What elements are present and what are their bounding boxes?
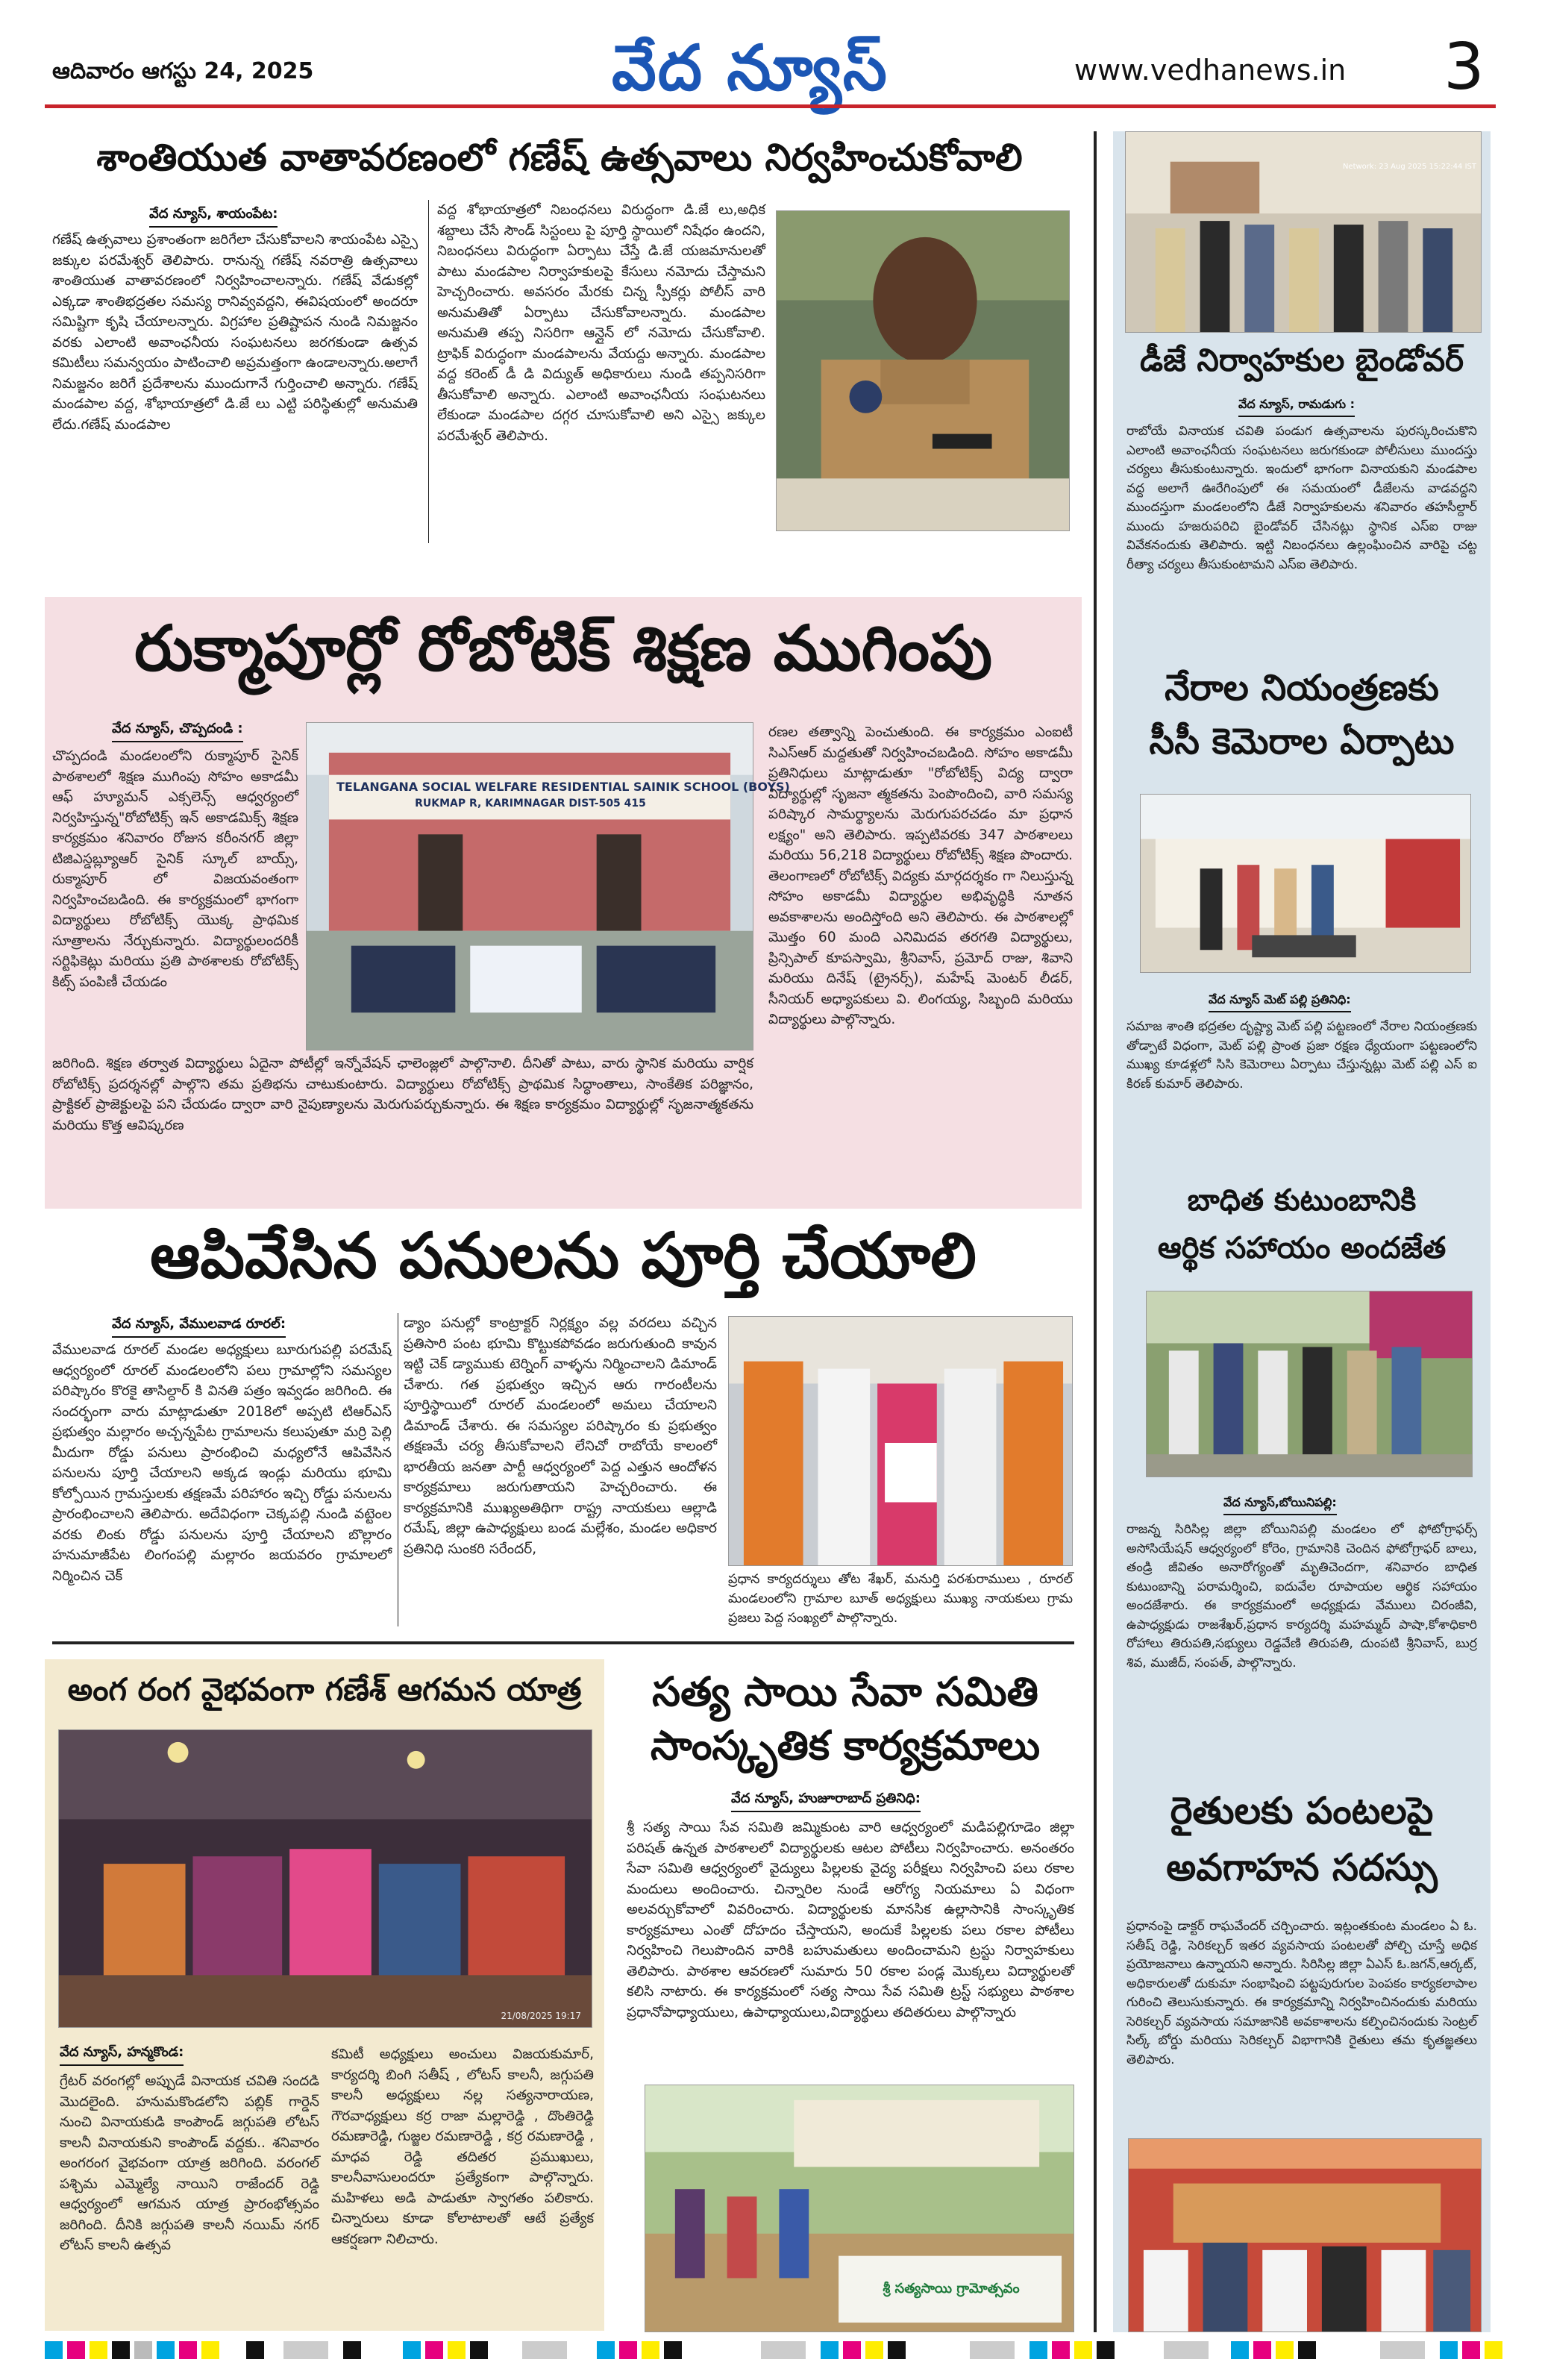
- byline: వేద న్యూస్, చొప్పదండి :: [112, 721, 243, 742]
- photo-financial-aid: [1146, 1291, 1473, 1477]
- byline: వేద న్యూస్, శాయంపేట:: [149, 206, 278, 228]
- story5-byline: [731, 1791, 921, 1812]
- story2-col3: రణల తత్వాన్ని పెంచుతుంది. ఈ కార్యక్రమం ఎంఐటీ సిఎస్ఆర్ మద్దతుతో నిర్వహించబడింది. సోహం అకాడమీ ప్రతినిధులు మాట్లాడుతూ "రోబోటిక్స్ విద్య ద్వారా విద్యార్థుల్లో సృజనా త్మకతను పెంపొందించి, వారి సమస్య పరిష్కార సామర్థ్యాలను మెరుగుపరచడం మా ప్రధాన లక్ష్యం" అని తెలిపారు. ఇప్పటివరకు 347 పాఠశాలలు మరియు 56,218 విద్యార్థులు రోబోటిక్స్ శిక్షణ పొందారు. తెలంగాణలో రోబోటిక్స్ విద్యకు మార్గదర్శకం గా నిలుస్తున్న సోహం అకాడమీ విద్యార్థుల అభివృద్ధికి నూతన అవకాశాలను అందిస్తోంది అని తెలిపారు. ఈ పాఠశాలల్లో మొత్తం 60 మంది ఎనిమిదవ తరగతి విద్యార్థులు, ప్రిన్సిపాల్ కూపస్వామి, శ్రీనివాస్, ప్రమోద్ రాజు, శివాని మరియు దినేష్ (ట్రైనర్స్), మహేష్ మెంటర్ లీడర్, సీనియర్ అధ్యాపకులు వి. లింగయ్య, సిబ్బంది మరియు విద్యార్థులు పాల్గొన్నారు.: [768, 724, 1073, 1027]
- photo-cctv-cameras: [1140, 794, 1471, 973]
- sidebar-rule: [1094, 131, 1097, 2332]
- photo-timestamp: 21/08/2025 19:17: [501, 2011, 581, 2021]
- story3-caption: ప్రధాన కార్యదర్శులు తోట శేఖర్, మనుర్తి పరశురాములు , రూరల్ మండలంలోని గ్రామాల బూత్ అధ్యక్షులు ముఖ్య నాయకులు గ్రామ ప్రజలు పెద్ద సంఖ్యలో పాల్గొన్నారు.: [728, 1572, 1073, 1626]
- masthead-logo: వేద న్యూస్: [612, 31, 888, 104]
- header-rule: [45, 104, 1496, 108]
- byline: వేద న్యూస్ మెట్ పల్లి ప్రతినిధి:: [1209, 992, 1351, 1012]
- story1-headline: శాంతియుత వాతావరణంలో గణేష్ ఉత్సవాలు నిర్వహించుకోవాలి: [96, 136, 1023, 179]
- story5-body: శ్రీ సత్య సాయి సేవ సమితి జమ్మికుంట వారి ఆధ్వర్యంలో మడిపల్లిగూడెం జిల్లా పరిషత్ ఉన్నత పాఠశాలలో విద్యార్థులకు ఆటల పోటీలు నిర్వహించారు. అనంతరం సేవా సమితి ఆధ్వర్యంలో వైద్యులు పిల్లలకు వైద్య పరీక్షలు నిర్వహించి పలు రకాల మందులు అందించారు. చిన్నారిల నుండే ఆరోగ్య నియమాలు ఏ విధంగా అలవర్చుకోవాలో వివరించారు. విద్యార్థులకు మానసిక ఉల్లాసానికి సాంస్కృతిక కార్యక్రమాలు ఎంతో దోహదం చేస్తాయని, అందుకే పిల్లలకు పలు రకాల పోటీలు నిర్వహించి గెలుపొందిన వారికి బహుమతులు అందించామని ట్రస్టు నిర్వాహకులు తెలిపారు. పాఠశాల ఆవరణలో సుమారు 50 రకాల పండ్ల మొక్కలు విద్యార్థులతో కలిసి నాటారు. ఈ కార్యక్రమంలో సత్య సాయి సేవ సమితి ట్రస్ట్ సభ్యులు పాఠశాల ప్రధానోపాధ్యాయులు, ఉపాధ్యాయులు,విద్యార్థులు తదితరులు పాల్గొన్నారు: [627, 1820, 1074, 2020]
- column-rule: [428, 200, 429, 543]
- byline: వేద న్యూస్,బోయినిపల్లి:: [1223, 1495, 1337, 1515]
- side3-body: రాజన్న సిరిసిల్ల జిల్లా బోయినిపల్లి మండలం లో ఫోటోగ్రాఫర్స్ అసోసియేషన్ ఆధ్వర్యంలో కోరెం, గ్రామానికి చెందిన ఫోటోగ్రాఫర్ బాలు, తండ్రి జీవితం అనారోగ్యంతో మృతిచెందగా, శనివారం బాధిత కుటుంబాన్ని పరామర్శించి, ఐదువేల రూపాయల ఆర్థిక సహాయం అందజేశారు. ఈ కార్యక్రమంలో అధ్యక్షుడు వేములు చిరంజీవి, ఉపాధ్యక్షుడు రాజశేఖర్,ప్రధాన కార్యదర్శి మహమ్మద్ పాషా,కోశాధికారి రోహాలు తిరుపతి,సభ్యులు రెడ్డవేణి తిరుపతి, దుంపటి శ్రీనివాస్, బుర్ర శివ, ముజీద్, సంపత్, పాల్గొన్నారు.: [1126, 1522, 1477, 1670]
- byline: వేద న్యూస్, రామడుగు :: [1238, 397, 1355, 417]
- story3-col1: వేములవాడ రూరల్ మండల అధ్యక్షులు బూరుగుపల్లి పరమేష్ ఆధ్వర్యంలో రూరల్ మండలంలోని పలు గ్రామాల్లోని సమస్యల పరిష్కారం కొరకై తాసిల్దార్ కి వినతి పత్రం ఇవ్వడం జరిగింది. ఈ సందర్భంగా వారు మాట్లాడుతూ 2018లో అప్పటి టిఆర్ఎస్ ప్రభుత్వం మల్లారం అచ్చన్నపేట గ్రామాలను కలుపుతూ మర్రి పెల్లి మీదుగా రోడ్డు పనులు ప్రారంభించి మధ్యలోనే ఆపివేసిన పనులను పూర్తి చేయాలని అక్కడ ఇండ్లు మరియు భూమి కోల్పోయిన గ్రామస్తులకు తక్షణమే పరిహారం ఇచ్చి రోడ్డు పనులను ప్రారంభించాలని తెలిపారు. అదేవిధంగా చెక్కపల్లి నుండి వట్టెంల వరకు లింకు రోడ్డు పనులను పూర్తి చేయాలని బొల్లారం హనుమాజీపేట లింగంపల్లి మల్లారం జయవరం గ్రామాలలో నిర్మించిన చెక్: [52, 1342, 392, 1584]
- side2-body: సమాజ శాంతి భద్రతల దృష్ట్యా మెట్ పల్లి పట్టణంలో నేరాల నియంత్రణకు తోడ్పాటే విధంగా, మెట్ పల్లి ప్రాంత ప్రజా రక్షణ ధ్యేయంగా పట్టణంలోని ముఖ్య కూడళ్లలో సిసి కెమెరాలు ఏర్పాటు చేస్తున్నట్లు మెట్ పల్లి ఎస్ ఐ కిరణ్ కుమార్ తెలిపారు.: [1126, 1019, 1477, 1092]
- school-sign-line1: TELANGANA SOCIAL WELFARE RESIDENTIAL SAINIK SCHOOL (BOYS): [336, 780, 790, 794]
- photo-bjp-petition: [728, 1316, 1073, 1566]
- photo-farmers-meeting: [1128, 2138, 1482, 2332]
- side2-headline-line2: సీసీ కెమెరాల ఏర్పాటు: [1149, 721, 1455, 762]
- side4-headline-line2: అవగాహన సదస్సు: [1166, 1846, 1438, 1889]
- print-colorbar: [0, 2341, 1542, 2359]
- story2-headline: రుక్మాపూర్లో రోబోటిక్ శిక్షణ ముగింపు: [134, 612, 992, 685]
- side1-byline: [1238, 397, 1355, 417]
- side3-headline-line1: బాధిత కుటుంబానికి: [1187, 1183, 1417, 1218]
- byline: వేద న్యూస్, వేములవాడ రూరల్:: [112, 1316, 286, 1338]
- story2-byline: [112, 721, 243, 742]
- photo-sainik-school: [306, 722, 790, 1050]
- story5-headline-line1: సత్య సాయి సేవా సమితి: [652, 1668, 1038, 1715]
- story2-col2-bottom: జరిగింది. శిక్షణ తర్వాత విద్యార్థులు ఏదైనా పోటీల్లో ఇన్నోవేషన్ ఛాలెంజ్లలో పాల్గొనాలి. దీనితో పాటు, వారు స్థానిక మరియు వార్షిక రోబోటిక్స్ ప్రదర్శనల్లో పాల్గొని తమ ప్రతిభను చాటుకుంటారు. విద్యార్థులు రోబోటిక్స్ ప్రాథమిక సిద్ధాంతాలు, సాంకేతిక పరిజ్ఞానం, ప్రాక్టికల్ ప్రాజెక్టులపై పని చేయడం ద్వారా వారి నైపుణ్యాలను మెరుగుపర్చుకున్నారు. ఈ శిక్షణ కార్యక్రమం విద్యార్థుల్లో సృజనాత్మకతను మరియు కొత్త ఆవిష్కరణ: [52, 1056, 753, 1133]
- gps-stamp: Network: 23 Aug 2025 15:22:44 IST: [1342, 163, 1476, 171]
- byline: వేద న్యూస్, హుజూరాబాద్ ప్రతినిధి:: [731, 1791, 921, 1812]
- banner-text: శ్రీ సత్యసాయి గ్రామోత్సవం: [883, 2281, 1020, 2296]
- photo-police-officer: [776, 210, 1070, 531]
- section-divider: [52, 1641, 1074, 1644]
- story4-headline: అంగ రంగ వైభవంగా గణేశ్ ఆగమన యాత్ర: [67, 1671, 582, 1708]
- website-url[interactable]: www.vedhanews.in: [1074, 54, 1347, 87]
- story3-headline: ఆపివేసిన పనులను పూర్తి చేయాలి: [150, 1219, 977, 1292]
- story3-byline: [112, 1316, 286, 1338]
- side4-headline-line1: రైతులకు పంటలపై: [1170, 1789, 1434, 1832]
- side1-headline: డీజే నిర్వాహకుల బైండోవర్: [1140, 342, 1464, 378]
- school-sign-line2: RUKMAP R, KARIMNAGAR DIST-505 415: [415, 798, 646, 809]
- side1-body: రాబోయే వినాయక చవితి పండుగ ఉత్సవాలను పురస్కరించుకొని ఎలాంటి అవాంఛనీయ సంఘటనలు జరుగకుండా పోలీసులు ముందస్తు చర్యలు తీసుకుంటున్నారు. ఇందులో భాగంగా వినాయకుని మండపాల వద్ద అలాగే ఊరేగింపులో ఈ సమయంలో డీజేలను వాడవద్దని ముందస్తుగా మండలంలోని డీజే నిర్వాహకులను శనివారం తహసీల్దార్ ముందు హజరుపరిచి బైండోవర్ చేసినట్లు స్థానిక ఎస్ఐ రాజు వివేకనందుకు తెలిపారు. ఇట్టి నిబంధనలు ఉల్లంఘించిన వారిపై చట్ట రీత్యా చర్యలు తీసుకుంటామని ఎస్ఐ తెలిపారు.: [1126, 424, 1477, 572]
- photo-school-camp: [645, 2085, 1074, 2332]
- byline: వేద న్యూస్, హన్మకొండ:: [60, 2044, 184, 2066]
- side2-headline-line1: నేరాల నియంత్రణకు: [1165, 667, 1439, 709]
- side3-headline-line2: ఆర్థిక సహాయం అందజేత: [1157, 1231, 1447, 1265]
- side3-byline: [1223, 1495, 1337, 1515]
- story2-col1: చొప్పదండి మండలంలోని రుక్మాపూర్ సైనిక్ పాఠశాలలో శిక్షణ ముగింపు సోహం అకాడమీ ఆఫ్ హ్యూమన్ ఎక్సలెన్స్ ఆధ్వర్యంలో నిర్వహిస్తున్న"రోబోటిక్స్ ఇన్ అకాడమిక్స్ శిక్షణ కార్యక్రమం శనివారం రోజున కరీంనగర్ జిల్లా టిజిఎస్డబ్ల్యూఆర్ సైనిక్ స్కూల్ బాయ్స్, రుక్మాపూర్ లో విజయవంతంగా నిర్వహించబడింది. ఈ కార్యక్రమంలో భాగంగా విద్యార్థులు రోబోటిక్స్ యొక్క ప్రాథమిక సూత్రాలను నేర్చుకున్నారు. విద్యార్థులందరికీ సర్టిఫికెట్లు మరియు ప్రతి పాఠశాలకు రోబోటిక్స్ కిట్స్ పంపిణీ చేయడం: [52, 748, 298, 990]
- photo-ganesh-procession: [58, 1729, 592, 2028]
- story1-col2: వద్ద శోభాయాత్రలో నిబంధనలు విరుద్ధంగా డి.జే లు,అధిక శబ్దాలు చేసే సౌండ్ సిస్టంలు పై పూర్తి స్థాయిలో నిషేధం ఉందని, నిబంధనలు విరుద్ధంగా ఏర్పాటు చేస్తే డి.జే యజమానులతో పాటు మండపాల నిర్వాహకులపై కేసులు నమోదు చేస్తామని హెచ్చరించారు. అవసరం మేరకు చిన్న స్పీకర్లు పోలీస్ వారి అనుమతితో ఏర్పాటు చేసుకోవాలన్నారు. మండపాల అనుమతి తప్ప నిసరిగా ఆన్లైన్ లో నమోదు చేసుకోవాలి. ట్రాఫిక్ విరుద్ధంగా మండపాలను వేయద్దు అన్నారు. మండపాల వద్ద కరెంట్ డీ డి విద్యుత్ అధికారులు నుండి తప్పనిసరిగా తీసుకోవాలి అన్నారు. ఎలాంటి అవాంఛనీయ సంఘటనలు లేకుండా మండపాల దగ్గర చూసుకోవాలి అని ఎస్సై జక్కుల పరమేశ్వర్ తెలిపారు.: [437, 202, 765, 444]
- story4-byline: [60, 2044, 184, 2066]
- side2-byline: [1209, 992, 1351, 1012]
- story5-headline-line2: సాంస్కృతిక కార్యక్రమాలు: [650, 1722, 1041, 1769]
- story3-col2: డ్యాం పనుల్లో కాంట్రాక్టర్ నిర్లక్ష్యం వల్ల వరదలు వచ్చిన ప్రతిసారి పంట భూమి కొట్టుకపోవడం జరుగుతుంది కావున ఇట్టి చెక్ డ్యాముకు టెర్నింగ్ వాళ్ళను నిర్మించాలని డిమాండ్ చేశారు. గత ప్రభుత్వం ఇచ్చిన ఆరు గారంటీలను పూర్తిస్థాయిలో రూరల్ మండలంలో అమలు చేయాలని డిమాండ్ చేశారు. ఈ సమస్యల పరిష్కారం కు ప్రభుత్వం తక్షణమే చర్య తీసుకోవాలని లేనిచో రాబోయే కాలంలో భారతీయ జనతా పార్టీ ఆధ్వర్యంలో పెద్ద ఎత్తున ఆందోళన కార్యక్రమాలు జరుగుతాయని హెచ్చరించారు. ఈ కార్యక్రమానికి ముఖ్యఅతిథిగా రాష్ట్ర నాయకులు ఆల్లాడి రమేష్, జిల్లా ఉపాధ్యక్షులు బండ మల్లేశం, మండల అధికార ప్రతినిధి సుంకరి సరేందర్,: [404, 1315, 717, 1557]
- side4-body: ప్రధానంపై డాక్టర్ రాఘవేందర్ చర్చించారు. ఇట్లంతకుంట మండలం ఏ ఓ. సతీష్ రెడ్డి, సెరికల్చర్ ఇతర వ్యవసాయ పంటలతో పోల్చి చూస్తే అధిక ప్రయోజనాలు ఉన్నాయని అన్నారు. సిరిసిల్ల జిల్లా ఏఎస్ ఓ.జగన్,ఆర్కట్, అధికారులతో దుకుమా సంభాషించి పట్టపురుగుల పెంపకం కార్యకలాపాల గురించి తెలుసుకున్నారు. ఈ కార్యక్రమాన్ని నిర్వహించినందుకు మరియు సెరికల్చర్ వ్యవసాయ సమాజానికి అవకాశాలను కల్పించినందుకు సెంట్రల్ సిల్క్ బోర్డు మరియు సెరికల్చర్ విభాగానికి రైతులు తమ కృతజ్ఞతలు తెలిపారు.: [1126, 1919, 1477, 2067]
- story4-col2: కమిటీ అధ్యక్షులు అంచులు విజయకుమార్, కార్యదర్శి బింగి సతీష్ , లోటస్ కాలనీ, జగ్గుపతి కాలనీ అధ్యక్షులు నల్ల సత్యనారాయణ, గౌరవాధ్యక్షులు కర్ర రాజా మల్లారెడ్డి , దొంతిరెడ్డి రమణారెడ్డి, గుజ్జల రమణారెడ్డి , కర్ర రమణారెడ్డి , మాధవ రెడ్డి తదితర ప్రముఖులు, కాలనీవాసులందరూ ప్రత్యేకంగా పాల్గొన్నారు. మహిళలు అడి పాడుతూ స్వాగతం పలికారు. చిన్నారులు కూడా కోలాటాలతో ఆటే ప్రత్యేక ఆకర్షణగా నిలిచారు.: [331, 2047, 594, 2247]
- issue-date: ఆదివారం ఆగస్టు 24, 2025: [52, 58, 314, 84]
- page-number: 3: [1444, 30, 1485, 104]
- story4-col1: గ్రేటర్ వరంగల్లో అప్పుడే వినాయక చవితి సందడి మొదలైంది. హనుమకొండలోని పబ్లిక్ గార్డెన్ నుంచి వినాయకుడి కాంపౌండ్ జగ్గుపతి లోటస్ కాలనీ వినాయకుని కాంపౌండ్ వద్దకు.. శనివారం అంగరంగ వైభవంగా యాత్ర జరిగింది. వరంగల్ పశ్చిమ ఎమ్మెల్యే నాయిని రాజేందర్ రెడ్డి ఆధ్వర్యంలో ఆగమన యాత్ర ప్రారంభోత్సవం జరిగింది. దీనికి జగ్గుపతి కాలనీ నయిమ్ నగర్ లోటస్ కాలనీ ఉత్సవ: [60, 2073, 319, 2253]
- story1-byline: [149, 206, 278, 228]
- photo-dj-operators: [1125, 131, 1482, 333]
- story1-col1: గణేష్ ఉత్సవాలు ప్రశాంతంగా జరిగేలా చేసుకోవాలని శాయంపేట ఎస్సై జక్కుల పరమేశ్వర్ తెలిపారు. రానున్న గణేష్ నవరాత్రి ఉత్సవాలు శాంతియుత వాతావరణంలో నిర్వహించాలన్నారు. గణేష్ వేడుకల్లో ఎక్కడా శాంతిభద్రతల సమస్య రానివ్వవద్దని, ఈవిషయంలో అందరూ సమిష్టిగా కృషి చేయాలన్నారు. విగ్రహాల ప్రతిష్టాపన నుండి నిమజ్జనం వరకు ఎలాంటి అవాంఛనీయ సంఘటనలు జరగకుండా ఉత్సవ కమిటీలు సమన్వయం పాటించాలి అప్రమత్తంగా ఉండాలన్నారు.అలాగే నిమజ్జనం జరిగే ప్రదేశాలను ముందుగానే గుర్తించాలి అన్నారు. గణేష్ మండపాల వద్ద, శోభాయాత్రలో డి.జే లు ఎట్టి పరిస్థితుల్లో అనుమతి లేదు.గణేష్ మండపాల: [52, 232, 418, 433]
